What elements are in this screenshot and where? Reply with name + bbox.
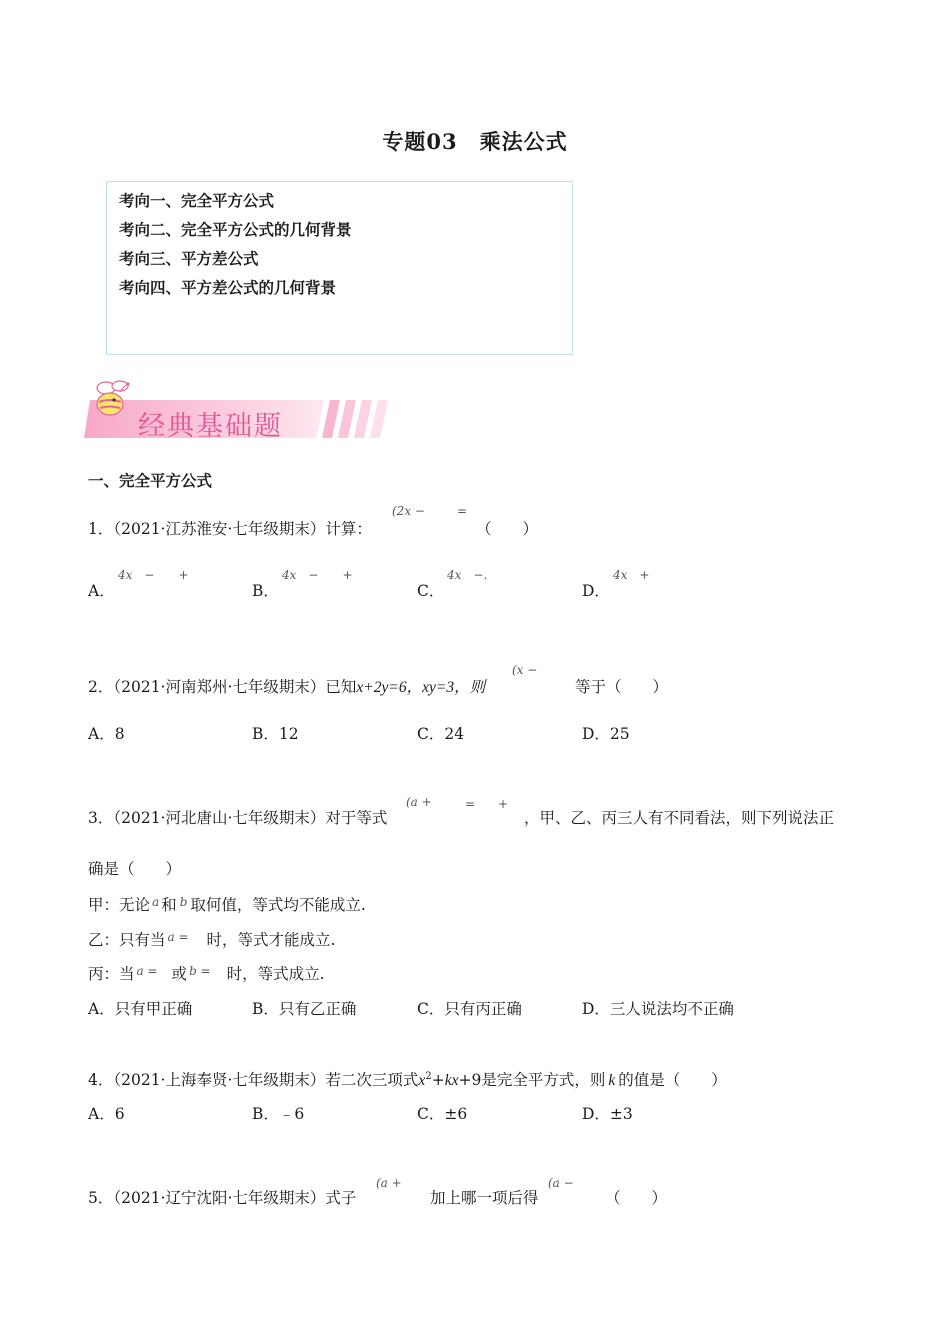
q1-expr-eq: = <box>457 504 468 518</box>
q3-option-d: D．三人说法均不正确 <box>582 1000 734 1018</box>
toc-item: 考向二、完全平方公式的几何背景 <box>119 220 352 239</box>
q3-statement-yi <box>88 928 335 950</box>
q4-option-b: B．﹣6 <box>252 1105 305 1123</box>
q4-poly-x2: x <box>451 1072 459 1089</box>
q3-bing-text-1: 丙：当 <box>88 965 135 983</box>
q5-expr-left: (a + <box>376 1176 402 1190</box>
q4-var-k: k <box>608 1072 616 1089</box>
q4-poly-x: x <box>418 1072 426 1089</box>
banner-title: 经典基础题 <box>138 411 283 442</box>
q3-bing-expr-1: a = <box>136 964 158 978</box>
q1-option-b-label: B． <box>252 582 279 600</box>
question-3-prefix: 3．（2021·河北唐山·七年级期末）对于等式 <box>88 809 388 827</box>
toc-item: 考向一、完全平方公式 <box>119 191 275 210</box>
q4-poly-exponent: 2 <box>425 1070 432 1082</box>
q3-bing-text-2: 或 <box>171 965 188 983</box>
q1-option-c-expr: 4x −. <box>447 568 488 582</box>
q3-expr-left: (a + <box>406 795 432 809</box>
page-title: 专题03 乘法公式 <box>382 129 568 154</box>
q5-expr-right: (a − <box>548 1176 574 1190</box>
q4-option-c: C．±6 <box>417 1105 468 1123</box>
q3-statement-jia <box>88 893 366 915</box>
q2-expr: (x − <box>512 663 538 677</box>
q3-bing-text-3: 时，等式成立. <box>226 965 325 983</box>
q2-suffix: 等于（ ） <box>575 678 669 696</box>
toc-item: 考向三、平方差公式 <box>119 249 259 268</box>
q1-expr-left: (2x − <box>392 504 425 518</box>
q1-prefix: 1．（2021·江苏淮安·七年级期末）计算： <box>88 520 372 538</box>
q3-jia-var-b: b <box>179 895 188 909</box>
q2-condition-1: x+2y=6， <box>356 679 423 696</box>
q3-line-2: 确是（ ） <box>88 860 182 878</box>
question-5-prefix: 5．（2021·辽宁沈阳·七年级期末）式子 <box>88 1189 357 1207</box>
q1-option-d-label: D． <box>582 582 610 600</box>
q4-poly-const: +9 <box>458 1071 482 1089</box>
q2-option-d: D．25 <box>582 725 630 743</box>
q1-option-a-label: A． <box>88 582 115 600</box>
q3-jia-text-3: 取何值，等式均不能成立. <box>190 896 366 914</box>
q2-option-a: A．8 <box>88 725 125 743</box>
q3-expr-eq: = <box>465 797 476 811</box>
q3-bing-expr-2: b = <box>189 964 211 978</box>
q1-option-a-expr: 4x − + <box>118 568 189 582</box>
q3-expr-plus: + <box>498 797 509 811</box>
q3-yi-expr: a = <box>167 930 189 944</box>
q3-option-c: C．只有丙正确 <box>417 1000 522 1018</box>
q5-mid: 加上哪一项后得 <box>430 1189 539 1207</box>
q1-option-c-label: C． <box>417 582 445 600</box>
question-2 <box>88 675 485 697</box>
q3-yi-text-2: 时，等式才能成立. <box>206 931 336 949</box>
q3-jia-text-1: 甲：无论 <box>88 896 151 914</box>
q3-suffix: ，甲、乙、丙三人有不同看法，则下列说法正 <box>524 809 835 827</box>
q5-suffix: （ ） <box>605 1189 668 1207</box>
q3-yi-text-1: 乙：只有当 <box>88 931 166 949</box>
section-heading: 一、完全平方公式 <box>88 471 213 490</box>
q4-mid: 是完全平方式，则 <box>481 1071 606 1089</box>
q3-jia-var-a: a <box>152 895 160 909</box>
q3-jia-text-2: 和 <box>161 896 177 914</box>
question-1 <box>88 517 372 539</box>
q3-option-b: B．只有乙正确 <box>252 1000 357 1018</box>
q3-statement-bing <box>88 962 325 984</box>
q2-prefix: 2．（2021·河南郑州·七年级期末）已知 <box>88 678 357 696</box>
q1-option-d-expr: 4x + <box>613 568 650 582</box>
q1-bracket: （ ） <box>476 520 539 538</box>
section-banner <box>84 378 394 444</box>
q4-poly-k: k <box>444 1072 452 1089</box>
q4-poly-plus: + <box>431 1071 445 1089</box>
toc-item: 考向四、平方差公式的几何背景 <box>119 278 337 297</box>
q3-option-a: A．只有甲正确 <box>88 1000 193 1018</box>
q4-option-a: A．6 <box>88 1105 125 1123</box>
q2-option-b: B．12 <box>252 725 299 743</box>
q2-option-c: C．24 <box>417 725 465 743</box>
q4-option-d: D．±3 <box>582 1105 633 1123</box>
q1-option-b-expr: 4x − + <box>282 568 353 582</box>
q2-condition-2: xy=3，则 <box>422 679 486 696</box>
q4-prefix: 4．（2021·上海奉贤·七年级期末）若二次三项式 <box>88 1071 419 1089</box>
q4-suffix: 的值是（ ） <box>618 1071 727 1089</box>
question-4 <box>88 1068 727 1090</box>
